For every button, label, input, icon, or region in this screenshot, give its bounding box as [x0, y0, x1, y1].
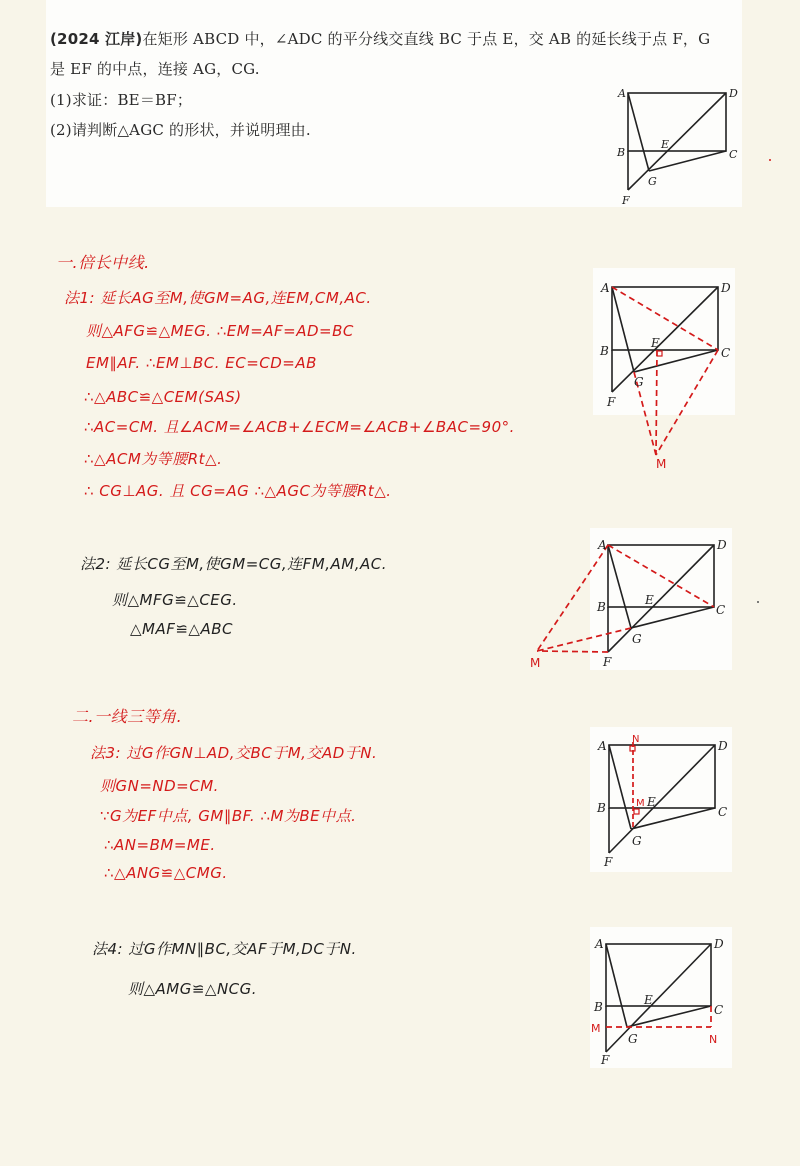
method-1-line: EM∥AF. ∴EM⊥BC. EC=CD=AB: [86, 354, 317, 372]
label-A: A: [601, 281, 610, 295]
label-F: F: [607, 395, 616, 409]
method-2-line: △MAF≌△ABC: [130, 620, 233, 638]
label-E: E: [651, 336, 660, 350]
question-2: (2)请判断△AGC 的形状，并说明理由.: [50, 121, 311, 139]
label-B: B: [597, 600, 606, 614]
section-2-heading: 二.一线三等角.: [72, 707, 183, 726]
label-E: E: [645, 593, 654, 607]
problem-source: (2024 江岸): [50, 30, 143, 48]
label-C: C: [714, 1003, 724, 1017]
label-E: E: [647, 795, 656, 809]
label-D: D: [714, 937, 724, 951]
label-A: A: [618, 87, 626, 100]
method-2-line: 则△MFG≌△CEG.: [112, 591, 238, 609]
method-1-line: ∴△ABC≌△CEM(SAS): [84, 388, 242, 406]
label-B: B: [597, 801, 606, 815]
label-F: F: [622, 194, 630, 207]
label-M: M: [636, 798, 645, 809]
label-E: E: [644, 993, 653, 1007]
method-2-line: 法2: 延长CG至M,使GM=CG,连FM,AM,AC.: [80, 555, 387, 573]
label-G: G: [632, 834, 642, 848]
label-F: F: [603, 655, 612, 669]
label-G: G: [634, 375, 644, 389]
label-C: C: [716, 603, 726, 617]
method-3-line: ∴△ANG≌△CMG.: [104, 864, 228, 882]
method-1-line: 则△AFG≌△MEG. ∴EM=AF=AD=BC: [86, 322, 354, 340]
label-G: G: [632, 632, 642, 646]
label-G: G: [628, 1032, 638, 1046]
label-D: D: [717, 538, 727, 552]
method-1-line: ∴AC=CM. 且∠ACM=∠ACB+∠ECM=∠ACB+∠BAC=90°.: [84, 418, 515, 436]
label-B: B: [600, 344, 609, 358]
label-D: D: [718, 739, 728, 753]
label-F: F: [604, 855, 613, 869]
label-E: E: [661, 138, 670, 151]
method-3-line: ∴AN=BM=ME.: [104, 836, 216, 854]
label-F: F: [601, 1053, 610, 1067]
section-1-heading: 一.倍长中线.: [56, 253, 150, 272]
method-4-line: 则△AMG≌△NCG.: [128, 980, 258, 998]
method-3-line: ∵G为EF中点, GM∥BF. ∴M为BE中点.: [100, 807, 357, 825]
label-C: C: [718, 805, 728, 819]
label-N: N: [632, 734, 640, 745]
label-D: D: [729, 87, 738, 100]
method-3-line: 则GN=ND=CM.: [100, 777, 219, 795]
problem-text-1: 在矩形 ABCD 中，∠ADC 的平分线交直线 BC 于点 E，交 AB 的延长线于点 F，G: [142, 30, 711, 48]
label-M: M: [530, 656, 541, 670]
label-M: M: [591, 1022, 601, 1035]
label-D: D: [721, 281, 731, 295]
method-3-line: 法3: 过G作GN⊥AD,交BC于M,交AD于N.: [90, 744, 378, 762]
label-A: A: [595, 937, 604, 951]
method-4-line: 法4: 过G作MN∥BC,交AF于M,DC于N.: [92, 940, 357, 958]
question-1: (1)求证：BE＝BF；: [50, 91, 193, 109]
label-A: A: [598, 538, 607, 552]
label-M: M: [656, 457, 667, 471]
label-B: B: [594, 1000, 603, 1014]
label-A: A: [598, 739, 607, 753]
label-C: C: [721, 346, 731, 360]
label-C: C: [729, 148, 738, 161]
label-G: G: [648, 175, 657, 188]
method-1-line: ∴△ACM为等腰Rt△.: [84, 450, 223, 468]
problem-line-2: 是 EF 的中点，连接 AG，CG.: [50, 60, 260, 78]
method-1-line: 法1: 延长AG至M,使GM=AG,连EM,CM,AC.: [64, 289, 372, 307]
label-N: N: [709, 1033, 718, 1046]
method-1-line: ∴ CG⊥AG. 且 CG=AG ∴△AGC为等腰Rt△.: [84, 482, 392, 500]
label-B: B: [617, 146, 626, 159]
